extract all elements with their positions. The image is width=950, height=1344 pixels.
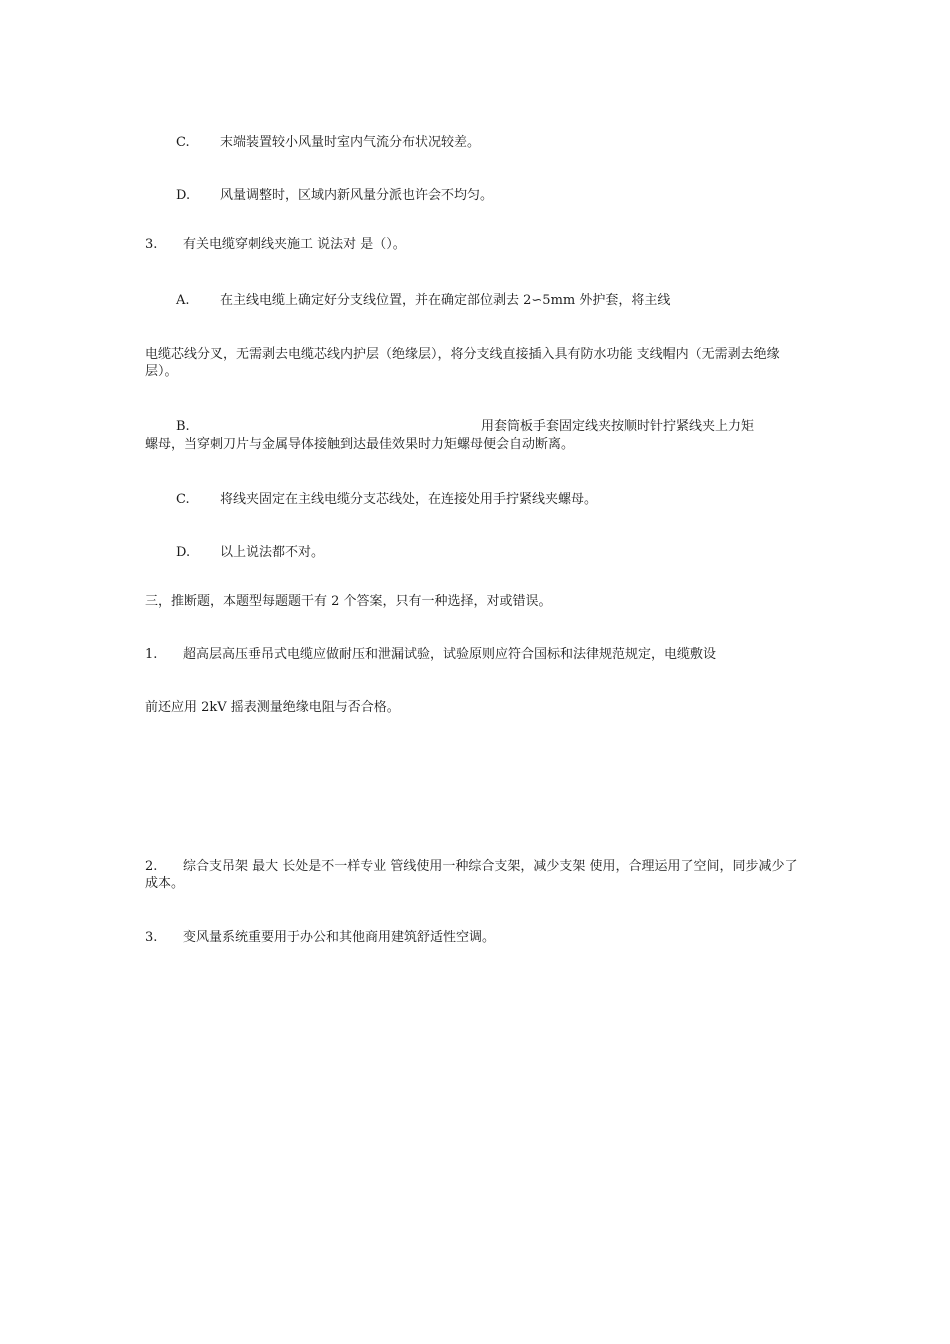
q3-option-d-label: D. xyxy=(176,545,191,560)
judge-item-1-line1: 超高层高压垂吊式电缆应做耐压和泄漏试验，试验原则应符合国标和法律规范规定，电缆敷设 xyxy=(183,647,717,662)
judge-item-3-number: 3. xyxy=(145,930,158,945)
q2-option-c-text: 末端装置较小风量时室内气流分布状况较差。 xyxy=(220,135,481,150)
q3-question-text: 有关电缆穿刺线夹施工 说法对 是（）。 xyxy=(183,237,406,252)
judge-item-2-text: 综合支吊架 最大 长处是不一样专业 管线使用一种综合支架，减少支架 使用，合理运用了空间，同步减少了成本。 xyxy=(145,859,798,891)
q3-number: 3. xyxy=(145,237,158,252)
q3-option-b-line1: 用套筒板手套固定线夹按顺时针拧紧线夹上力矩 xyxy=(481,419,755,434)
q2-option-d-text: 风量调整时，区域内新风量分派也许会不均匀。 xyxy=(220,188,494,203)
q3-option-a-line2: 电缆芯线分叉，无需剥去电缆芯线内护层（绝缘层），将分支线直接插入具有防水功能 支线帽内（无需剥去绝缘层）。 xyxy=(145,347,780,379)
q3-option-a-line1: 在主线电缆上确定好分支线位置，并在确定部位剥去 2∽5mm 外护套，将主线 xyxy=(220,293,671,308)
q3-option-c-text: 将线夹固定在主线电缆分支芯线处，在连接处用手拧紧线夹螺母。 xyxy=(220,492,598,507)
section-heading: 三，推断题，本题型每题题干有 2 个答案，只有一种选择，对或错误。 xyxy=(145,594,552,609)
q3-option-a-label: A. xyxy=(176,293,190,308)
q3-option-d-text: 以上说法都不对。 xyxy=(220,545,325,560)
judge-item-3-text: 变风量系统重要用于办公和其他商用建筑舒适性空调。 xyxy=(183,930,496,945)
judge-item-2-number: 2. xyxy=(145,859,158,874)
q3-option-c-label: C. xyxy=(176,492,190,507)
judge-item-1-line2: 前还应用 2kV 摇表测量绝缘电阻与否合格。 xyxy=(145,700,400,715)
q2-option-c-label: C. xyxy=(176,135,190,150)
q2-option-d-label: D. xyxy=(176,188,191,203)
q3-option-b-line2: 螺母，当穿刺刀片与金属导体接触到达最佳效果时力矩螺母便会自动断离。 xyxy=(145,437,575,452)
q3-option-b-label: B. xyxy=(176,419,190,434)
judge-item-1-number: 1. xyxy=(145,647,158,662)
